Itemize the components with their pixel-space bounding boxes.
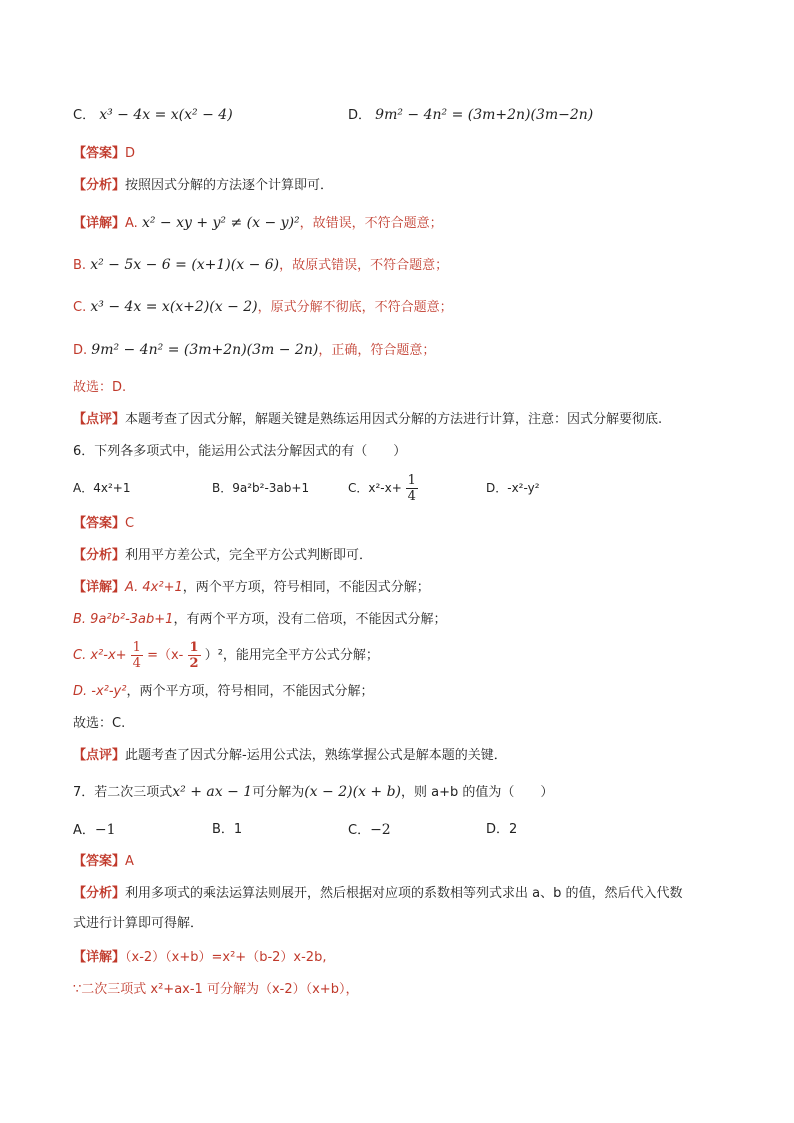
- fraction-numerator: 1: [189, 640, 199, 655]
- option-text: −2: [370, 822, 391, 838]
- detail-text: ，故原式错误，不符合题意；: [279, 258, 449, 273]
- option-label: D．: [486, 822, 510, 837]
- detail-text: ，两个平方项，符号相同，不能因式分解；: [182, 580, 430, 595]
- q6-choose: 故选：C.: [73, 716, 126, 731]
- q5-comment: [73, 410, 662, 430]
- detail-tag: 【详解】: [73, 216, 126, 231]
- detail-text: ，原式分解不彻底，不符合题意；: [257, 300, 453, 315]
- q7-detail-2: ∵二次三项式 x²+ax-1 可分解为（x-2）（x+b），: [73, 982, 359, 997]
- detail-expression: B. 9a²b²-3ab+1: [73, 612, 174, 627]
- detail-text: ，有两个平方项，没有二倍项，不能因式分解；: [173, 612, 447, 627]
- q5-option-d: [348, 105, 593, 126]
- math-expression: x² − 5x − 6 = (x+1)(x − 6): [90, 257, 280, 273]
- detail-text: （x-2）（x+b）=x²+（b-2）x-2b,: [125, 950, 327, 965]
- fraction-denominator: 4: [132, 656, 141, 671]
- stem-text: 7．若二次三项式: [73, 785, 173, 800]
- detail-text: ，故错误，不符合题意；: [299, 216, 443, 231]
- answer-tag: 【答案】: [73, 854, 126, 869]
- q7-answer: [73, 852, 134, 872]
- detail-label: D.: [73, 343, 88, 358]
- fraction: [188, 640, 201, 671]
- fraction-numerator: 1: [132, 640, 141, 655]
- q7-analysis: [73, 884, 683, 904]
- comment-tag: 【点评】: [73, 412, 126, 427]
- comment-tag: 【点评】: [73, 748, 126, 763]
- comment-text: 本题考查了因式分解，解题关键是熟练运用因式分解的方法进行计算，注意：因式分解要彻底.: [125, 412, 663, 427]
- q7-option-d: [486, 820, 517, 840]
- q6-option-c: [348, 468, 418, 508]
- option-label: B．: [212, 481, 233, 495]
- q5-analysis: [73, 176, 333, 196]
- analysis-text: 利用平方差公式，完全平方公式判断即可．: [125, 548, 373, 563]
- option-text: 1: [233, 822, 243, 837]
- q6-detail-d: [73, 682, 373, 702]
- detail-expression: C. x²-x+: [73, 648, 127, 663]
- q7-option-c: [348, 820, 391, 841]
- option-text: -x²-y²: [507, 481, 540, 495]
- option-label: A．: [73, 823, 95, 838]
- option-label: C．: [348, 823, 371, 838]
- option-text: 2: [509, 822, 518, 837]
- q5-detail-d: [73, 340, 435, 361]
- q6-option-a: [73, 478, 130, 498]
- q5-option-c: [73, 105, 233, 126]
- detail-expression: =（x-: [147, 648, 184, 663]
- detail-text: ）²，能用完全平方公式分解；: [204, 648, 379, 663]
- option-text: x²-x+: [368, 481, 402, 495]
- detail-expression: A. 4x²+1: [125, 580, 183, 595]
- stem-text: 可分解为: [252, 785, 305, 800]
- math-expression: (x − 2)(x + b): [304, 784, 401, 800]
- q7-option-b: [212, 820, 242, 840]
- detail-tag: 【详解】: [73, 580, 126, 595]
- q6-detail-b: [73, 610, 446, 630]
- q7-option-a: [73, 820, 116, 841]
- option-label: C．: [348, 481, 369, 495]
- detail-text: ，两个平方项，符号相同，不能因式分解；: [126, 684, 374, 699]
- answer-value: A: [125, 854, 134, 869]
- answer-value: C: [125, 516, 135, 531]
- option-label: A．: [73, 481, 94, 495]
- q5-answer: [73, 144, 135, 164]
- option-label: B．: [212, 822, 234, 837]
- fraction-denominator: 2: [189, 656, 199, 671]
- q5-detail-a: [73, 213, 443, 234]
- option-text: 4x²+1: [93, 481, 131, 495]
- option-label: D．: [348, 108, 372, 123]
- q7-detail-1: [73, 948, 326, 968]
- detail-label: C.: [73, 300, 87, 315]
- fraction-denominator: 4: [407, 489, 416, 504]
- math-expression: x² + ax − 1: [172, 784, 253, 800]
- math-expression: 9m² − 4n² = (3m+2n)(3m−2n): [375, 107, 594, 123]
- detail-label: B.: [73, 258, 87, 273]
- detail-tag: 【详解】: [73, 950, 126, 965]
- option-label: C．: [73, 108, 96, 123]
- q6-detail-a: [73, 578, 430, 598]
- math-expression: x² − xy + y² ≠ (x − y)²: [141, 215, 300, 231]
- answer-tag: 【答案】: [73, 516, 126, 531]
- math-expression: 9m² − 4n² = (3m+2n)(3m − 2n): [91, 342, 319, 358]
- answer-tag: 【答案】: [73, 146, 126, 161]
- q6-comment: [73, 746, 507, 766]
- fraction: [406, 473, 418, 504]
- analysis-text: 按照因式分解的方法逐个计算即可．: [125, 178, 334, 193]
- detail-expression: D. -x²-y²: [73, 684, 127, 699]
- q6-detail-c: [73, 636, 379, 676]
- answer-value: D: [125, 146, 136, 161]
- q5-detail-b: [73, 255, 448, 276]
- math-expression: x³ − 4x = x(x+2)(x − 2): [90, 299, 258, 315]
- analysis-text: 利用多项式的乘法运算法则展开，然后根据对应项的系数相等列式求出 a、b 的值，然后代入代数: [125, 886, 683, 901]
- q6-stem: 6．下列各多项式中，能运用公式法分解因式的有（ ）: [73, 444, 407, 459]
- q6-analysis: [73, 546, 372, 566]
- q6-option-b: [212, 478, 309, 498]
- fraction: [131, 640, 143, 671]
- q5-detail-c: [73, 297, 453, 318]
- q7-stem: [73, 782, 553, 803]
- q6-answer: [73, 514, 134, 534]
- q6-option-d: [486, 478, 540, 498]
- detail-label: A.: [125, 216, 138, 231]
- q7-analysis-cont: 式进行计算即可得解．: [73, 916, 204, 931]
- option-label: D．: [486, 481, 508, 495]
- stem-text: ，则 a+b 的值为（ ）: [401, 785, 554, 800]
- detail-text: ，正确，符合题意；: [318, 343, 436, 358]
- math-expression: x³ − 4x = x(x² − 4): [99, 107, 233, 123]
- q5-choose: 故选：D.: [73, 380, 127, 395]
- comment-text: 此题考查了因式分解-运用公式法，熟练掌握公式是解本题的关键．: [125, 748, 507, 763]
- analysis-tag: 【分析】: [73, 178, 126, 193]
- analysis-tag: 【分析】: [73, 886, 126, 901]
- option-text: −1: [94, 822, 116, 838]
- analysis-tag: 【分析】: [73, 548, 126, 563]
- fraction-numerator: 1: [407, 473, 416, 488]
- option-text: 9a²b²-3ab+1: [232, 481, 310, 495]
